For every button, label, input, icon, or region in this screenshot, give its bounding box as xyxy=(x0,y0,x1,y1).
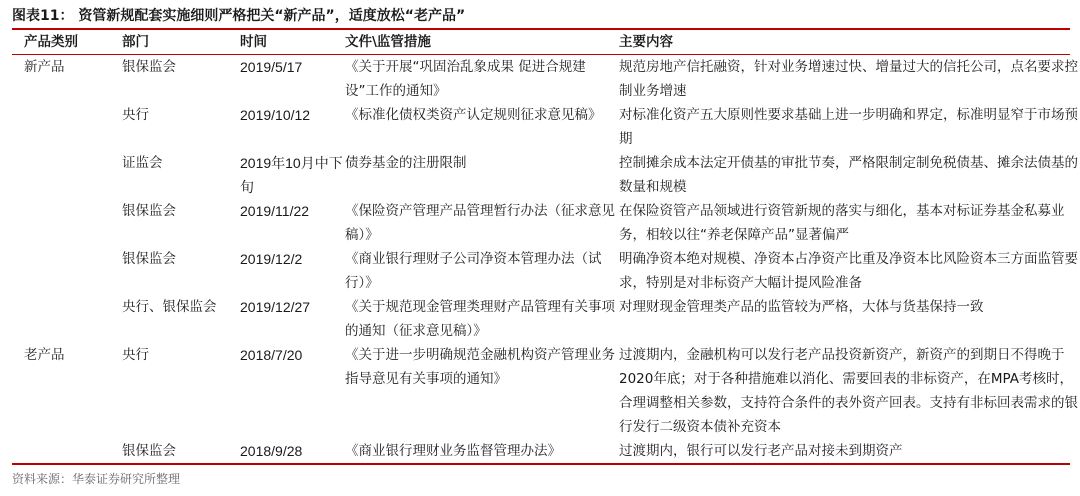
policy-table xyxy=(12,30,1080,463)
cell-department: 证监会 xyxy=(122,155,163,171)
cell-category: 老产品 xyxy=(24,347,65,363)
cell-category xyxy=(12,295,122,343)
cell-time: 2019/12/27 xyxy=(240,299,311,315)
table-row xyxy=(12,295,1080,343)
cell-content: 对理财现金管理类产品的监管较为严格，大体与货基保持一致 xyxy=(619,299,984,315)
table-row xyxy=(12,103,1080,151)
table-row xyxy=(12,343,1080,439)
table-row xyxy=(12,54,1080,103)
cell-document: 《标准化债权类资产认定规则征求意见稿》 xyxy=(345,107,602,123)
cell-time: 2019年10月中下旬 xyxy=(240,155,343,195)
cell-department: 银保监会 xyxy=(122,443,176,459)
header-content: 主要内容 xyxy=(619,34,673,50)
header-document: 文件\监管措施 xyxy=(345,34,431,50)
cell-content: 明确净资本绝对规模、净资本占净资产比重及净资本比风险资本三方面监管要求，特别是对非标资产大幅计提风险准备 xyxy=(619,251,1078,291)
cell-time: 2019/5/17 xyxy=(240,59,303,75)
cell-time: 2019/12/2 xyxy=(240,251,303,267)
source-note: 资料来源：华泰证券研究所整理 xyxy=(12,472,181,486)
cell-category xyxy=(12,439,122,463)
cell-document: 《保险资产管理产品管理暂行办法（征求意见稿）》 xyxy=(345,203,615,243)
cell-department: 央行 xyxy=(122,347,149,363)
cell-document: 《商业银行理财业务监督管理办法》 xyxy=(345,443,561,459)
cell-category xyxy=(12,247,122,295)
cell-department: 央行 xyxy=(122,107,149,123)
cell-category xyxy=(12,103,122,151)
cell-category xyxy=(12,199,122,247)
cell-content: 对标准化资产五大原则性要求基础上进一步明确和界定，标准明显窄于市场预期 xyxy=(619,107,1078,147)
cell-time: 2019/11/22 xyxy=(240,203,310,219)
header-time: 时间 xyxy=(240,34,267,50)
figure-title: 图表11： 资管新规配套实施细则严格把关“新产品”，适度放松“老产品” xyxy=(12,8,466,24)
header-category: 产品类别 xyxy=(24,34,78,50)
cell-content: 在保险资管产品领域进行资管新规的落实与细化，基本对标证券基金私募业务，相较以往“养老保障产品”显著偏严 xyxy=(619,203,1065,243)
cell-content: 规范房地产信托融资，针对业务增速过快、增量过大的信托公司，点名要求控制业务增速 xyxy=(619,59,1078,99)
header-department: 部门 xyxy=(122,34,149,50)
cell-document: 《关于进一步明确规范金融机构资产管理业务指导意见有关事项的通知》 xyxy=(345,347,615,387)
cell-content: 过渡期内，银行可以发行老产品对接未到期资产 xyxy=(619,443,903,459)
cell-time: 2019/10/12 xyxy=(240,107,311,123)
cell-document: 《关于开展“巩固治乱象成果 促进合规建设”工作的通知》 xyxy=(345,59,586,99)
cell-department: 银保监会 xyxy=(122,59,176,75)
bottom-rule xyxy=(12,463,1070,465)
cell-document: 债券基金的注册限制 xyxy=(345,155,467,171)
cell-time: 2018/7/20 xyxy=(240,347,303,363)
cell-content: 过渡期内，金融机构可以发行老产品投资新资产，新资产的到期日不得晚于2020年底；对于各种措施难以消化、需要回表的非标资产，在MPA考核时，合理调整相关参数，支持符合条件的表外资产回表。支持有非标回表需求的银行发行二级资本债补充资本 xyxy=(619,347,1078,435)
table-row xyxy=(12,199,1080,247)
cell-content: 控制摊余成本法定开债基的审批节奏，严格限制定制免税债基、摊余法债基的数量和规模 xyxy=(619,155,1078,195)
table-row xyxy=(12,151,1080,199)
cell-time: 2018/9/28 xyxy=(240,443,303,459)
table-row xyxy=(12,247,1080,295)
cell-department: 银保监会 xyxy=(122,203,176,219)
cell-document: 《关于规范现金管理类理财产品管理有关事项的通知（征求意见稿）》 xyxy=(345,299,615,339)
table-row xyxy=(12,439,1080,463)
cell-category xyxy=(12,151,122,199)
cell-category: 新产品 xyxy=(24,59,65,75)
table-header-row xyxy=(12,30,1080,54)
cell-department: 银保监会 xyxy=(122,251,176,267)
cell-document: 《商业银行理财子公司净资本管理办法（试行）》 xyxy=(345,251,602,291)
cell-department: 央行、银保监会 xyxy=(122,299,217,315)
